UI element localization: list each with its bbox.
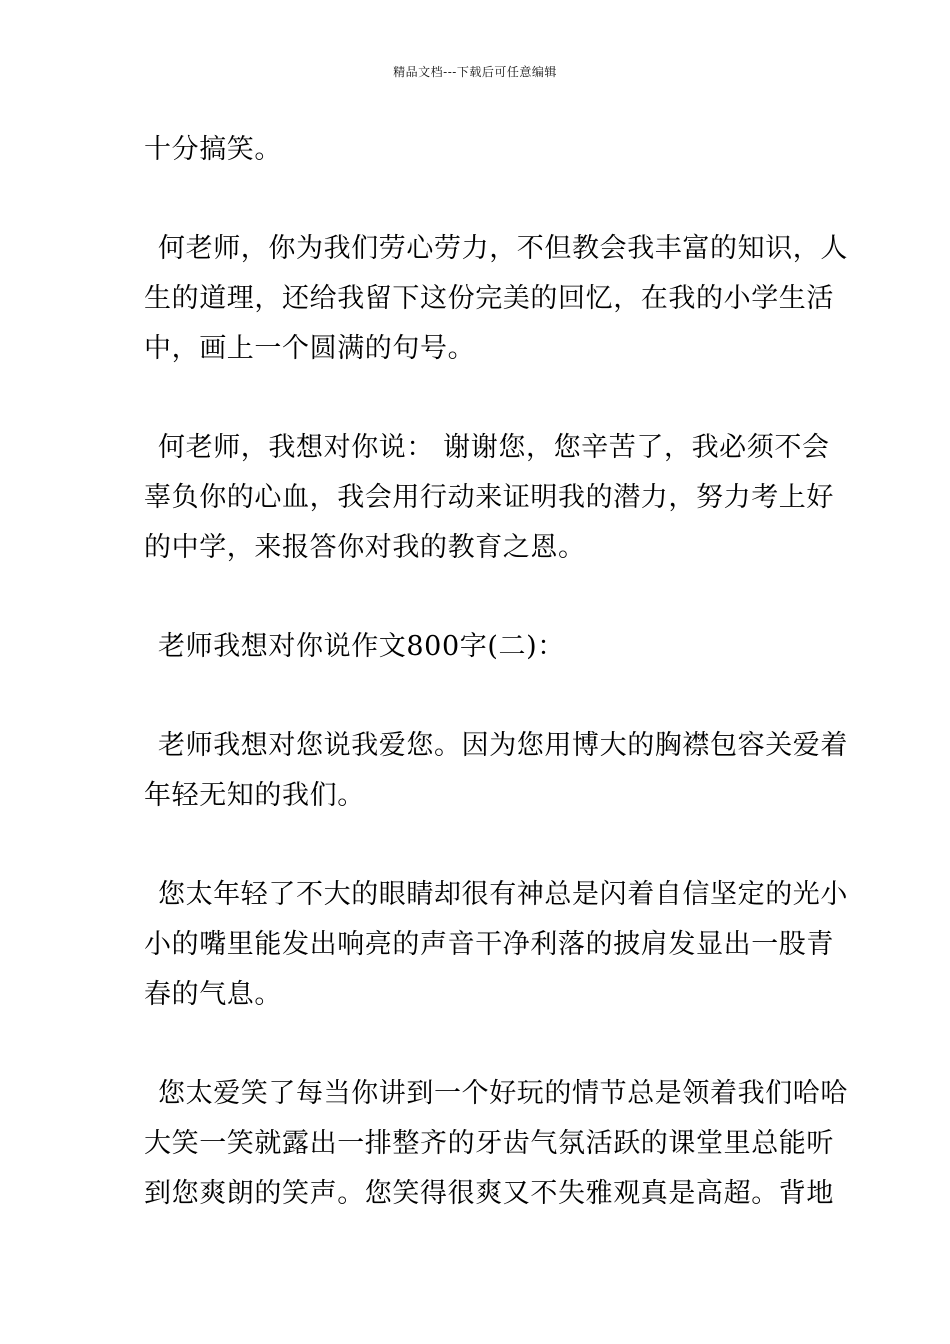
paragraph-line: 辜负你的心血，我会用行动来证明我的潜力，努力考上好 (144, 482, 834, 513)
paragraph-line: 您太年轻了不大的眼睛却很有神总是闪着自信坚定的光小 (158, 879, 848, 910)
section-heading: 老师我想对你说作文800字(二)： (158, 631, 565, 662)
paragraph-line: 十分搞笑。 (144, 134, 282, 165)
paragraph-line: 何老师，你为我们劳心劳力，不但教会我丰富的知识，人 (158, 233, 848, 264)
paragraph-line: 老师我想对您说我爱您。因为您用博大的胸襟包容关爱着 (158, 730, 848, 761)
paragraph-line: 春的气息。 (144, 979, 282, 1010)
paragraph-line: 年轻无知的我们。 (144, 780, 365, 811)
paragraph-line: 您太爱笑了每当你讲到一个好玩的情节总是领着我们哈哈 (158, 1078, 848, 1109)
paragraph-line: 的中学，来报答你对我的教育之恩。 (144, 532, 586, 563)
paragraph-line: 小的嘴里能发出响亮的声音干净利落的披肩发显出一股青 (144, 929, 834, 960)
paragraph-line: 何老师，我想对你说： 谢谢您，您辛苦了，我必须不会 (158, 432, 830, 463)
paragraph-line: 中，画上一个圆满的句号。 (144, 333, 476, 364)
paragraph-line: 生的道理，还给我留下这份完美的回忆，在我的小学生活 (144, 283, 834, 314)
paragraph-line: 到您爽朗的笑声。您笑得很爽又不失雅观真是高超。背地 (144, 1178, 834, 1209)
paragraph-line: 大笑一笑就露出一排整齐的牙齿气氛活跃的课堂里总能听 (144, 1128, 834, 1159)
page-header: 精品文档---下载后可任意编辑 (393, 65, 557, 79)
